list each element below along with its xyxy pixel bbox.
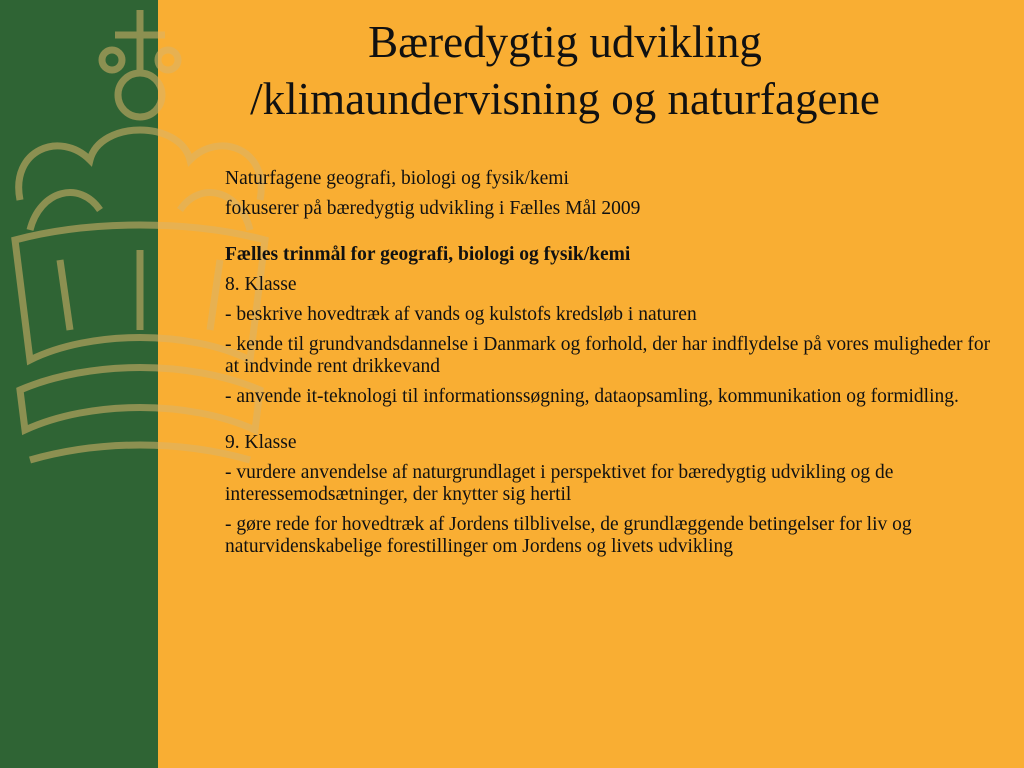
grade-8-item-1: - beskrive hovedtræk af vands og kulstofs kredsløb i naturen xyxy=(225,304,697,325)
grade-8-heading: 8. Klasse xyxy=(225,274,297,295)
left-green-band xyxy=(0,0,158,768)
intro-line-2: fokuserer på bæredygtig udvikling i Fælles Mål 2009 xyxy=(225,198,641,219)
grade-8-item-2: - kende til grundvandsdannelse i Danmark og forhold, der har indflydelse på vores muligheder for at indvinde rent drikkevand xyxy=(225,334,991,377)
slide-title-line-2: /klimaundervisning og naturfagene xyxy=(250,74,880,124)
slide-title xyxy=(150,14,980,128)
grade-9-heading: 9. Klasse xyxy=(225,432,297,453)
grade-9-item-2: - gøre rede for hovedtræk af Jordens tilblivelse, de grundlæggende betingelser for liv og naturvidenskabelige forestillinger om Jordens og livets udvikling xyxy=(225,514,912,557)
slide-title-line-1: Bæredygtig udvikling xyxy=(368,17,762,67)
grade-8-item-3: - anvende it-teknologi til informationssøgning, dataopsamling, kommunikation og formidling. xyxy=(225,386,959,407)
section-heading: Fælles trinmål for geografi, biologi og fysik/kemi xyxy=(225,244,631,265)
intro-line-1: Naturfagene geografi, biologi og fysik/kemi xyxy=(225,168,569,189)
grade-9-item-1: - vurdere anvendelse af naturgrundlaget i perspektivet for bæredygtig udvikling og de interessemodsætninger, der knytter sig hertil xyxy=(225,462,894,505)
slide-body xyxy=(225,168,995,566)
